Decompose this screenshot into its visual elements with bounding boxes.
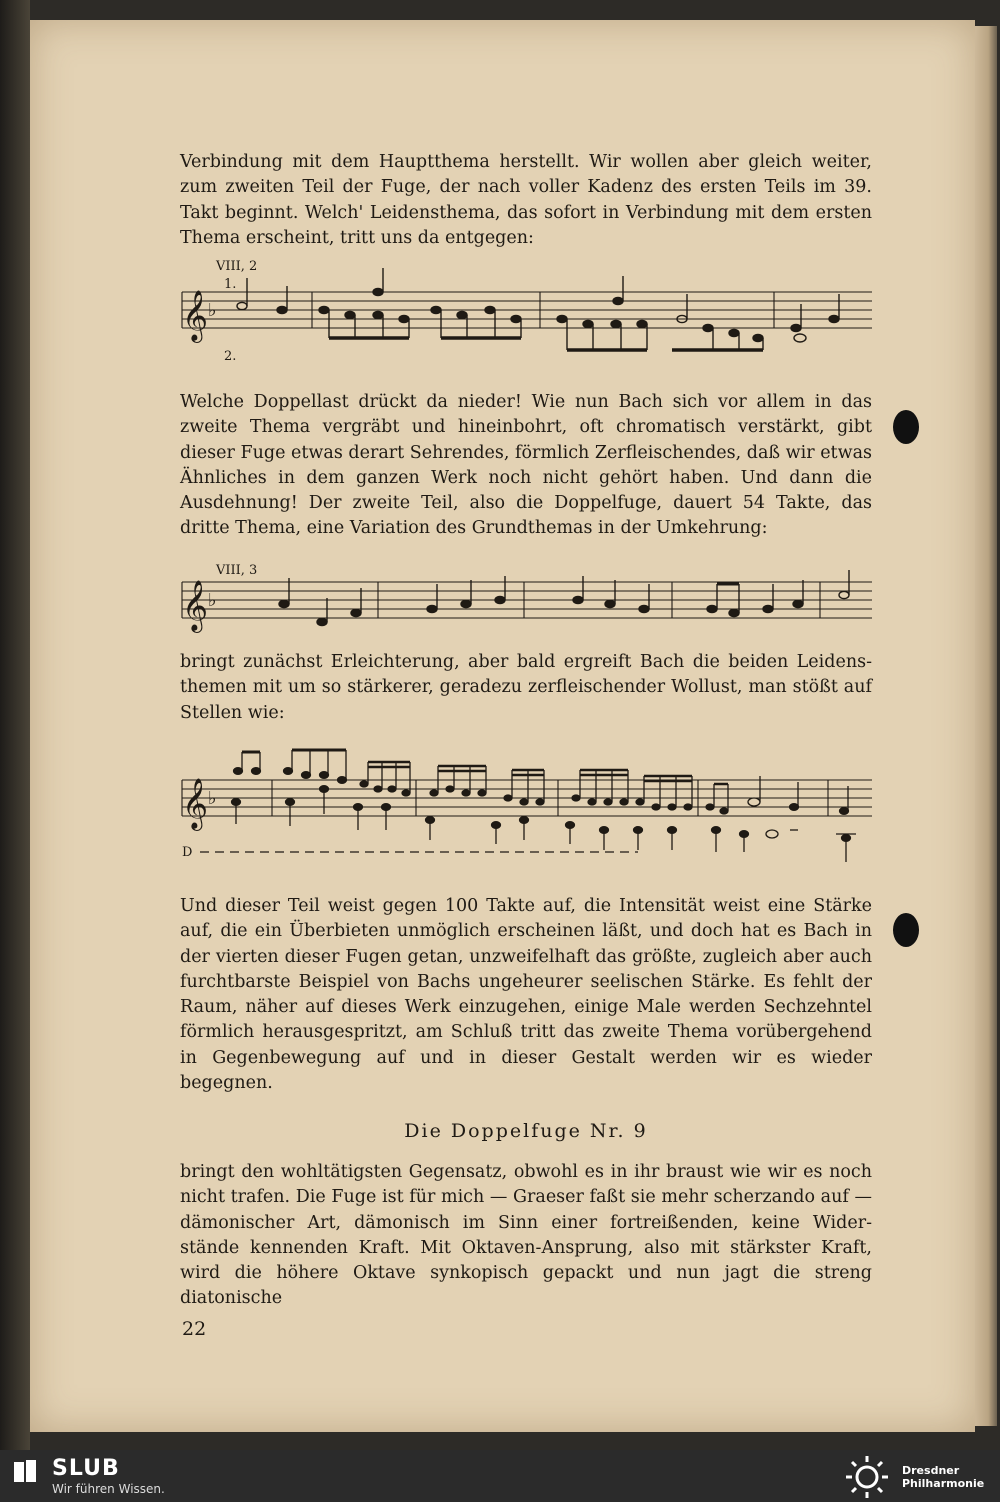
book-spine-edge (0, 0, 30, 1450)
paragraph-1: Verbindung mit dem Hauptthema herstellt. Wir wollen aber gleich weiter, zum zweiten Teil der Fuge, der nach voller Kadenz des ersten Teils im 39. Takt beginnt. Welch' Leidensthema, das sofort in Verbindung mit dem ersten Thema erscheint, tritt uns da entgegen: (180, 152, 872, 248)
paragraph-2: Welche Doppellast drückt da nieder! Wie nun Bach sich vor allem in das zweite Thema vergräbt und hineinbohrt, oft chromatisch verstärkt, gibt dieser Fuge etwas derart Sehrendes, förmlich Zerfleischendes, daß wir etwas Ähnliches in dem ganzen Werk noch nicht gehört haben. Und dann die Ausdehnung! Der zweite Teil, also die Doppelfuge, dauert 54 Takte, das dritte Thema, eine Variation des Grundthemas in der Umkehrung: (180, 392, 872, 539)
page-number: 22 (182, 1318, 207, 1340)
slub-logo-icon (12, 1458, 42, 1486)
music-example-3 (178, 740, 874, 870)
viewer-footer (0, 1450, 1000, 1502)
pedal-point-label: D (182, 845, 193, 860)
music-example-1 (178, 258, 874, 368)
philharmonie-line-2: Philharmonie (902, 1477, 985, 1490)
example-2-label: VIII, 3 (216, 563, 258, 578)
example-1-voice-2: 2. (224, 349, 237, 364)
svg-text:♭: ♭ (208, 788, 217, 809)
svg-text:♭: ♭ (208, 300, 217, 321)
svg-text:𝄞: 𝄞 (182, 580, 209, 631)
philharmonie-line-1: Dresdner (902, 1464, 960, 1477)
philharmonie-logo-icon (842, 1454, 892, 1500)
example-1-voice-1: 1. (224, 277, 237, 292)
svg-text:♭: ♭ (208, 590, 217, 611)
paragraph-5: bringt den wohltätigsten Gegensatz, obwohl es in ihr braust wie wir es noch nicht trafen. Die Fuge ist für mich — Graeser faßt sie mehr scherzando auf — dämonischer Art, dämonisch im Sinn einer fortreißenden, keine Wider- stände kennenden Kraft. Mit Oktaven-Ansprung, also mit stärkster Kraft, wird die höhere Oktave synkopisch gepackt und nun jagt die streng diatonische (180, 1162, 872, 1309)
example-1-label: VIII, 2 (216, 259, 258, 274)
page-stack-edge (975, 26, 997, 1426)
paragraph-3: bringt zunächst Erleichterung, aber bald ergreift Bach die beiden Leidens- themen mit um so stärkerer, geradezu zerfleischender Wollust, man stößt auf Stellen wie: (180, 652, 872, 723)
svg-text:𝄞: 𝄞 (182, 290, 209, 341)
svg-text:𝄞: 𝄞 (182, 778, 209, 829)
paragraph-4: Und dieser Teil weist gegen 100 Takte auf, die Intensität weist eine Stärke auf, die ein Überbieten unmöglich erscheinen läßt, und doch hat es Bach in der vierten dieser Fugen getan, unzweifelhaft das größte, zugleich aber auch furchtbarste Beispiel von Bachs ungeheurer seelischen Stärke. Es fehlt der Raum, näher auf dieses Werk einzugehen, einige Male werden Sechzehntel förmlich herausgespritzt, am Schluß tritt das zweite Thema vorübergehend in Gegenbewegung auf und in dieser Gestalt werden wir es wieder begegnen. (180, 896, 872, 1094)
slub-name: SLUB (52, 1456, 120, 1481)
section-heading: Die Doppelfuge Nr. 9 (404, 1120, 648, 1142)
music-example-2 (178, 558, 874, 638)
slub-slogan: Wir führen Wissen. (52, 1482, 165, 1496)
binding-hole-top (893, 410, 919, 444)
binding-hole-bottom (893, 913, 919, 947)
